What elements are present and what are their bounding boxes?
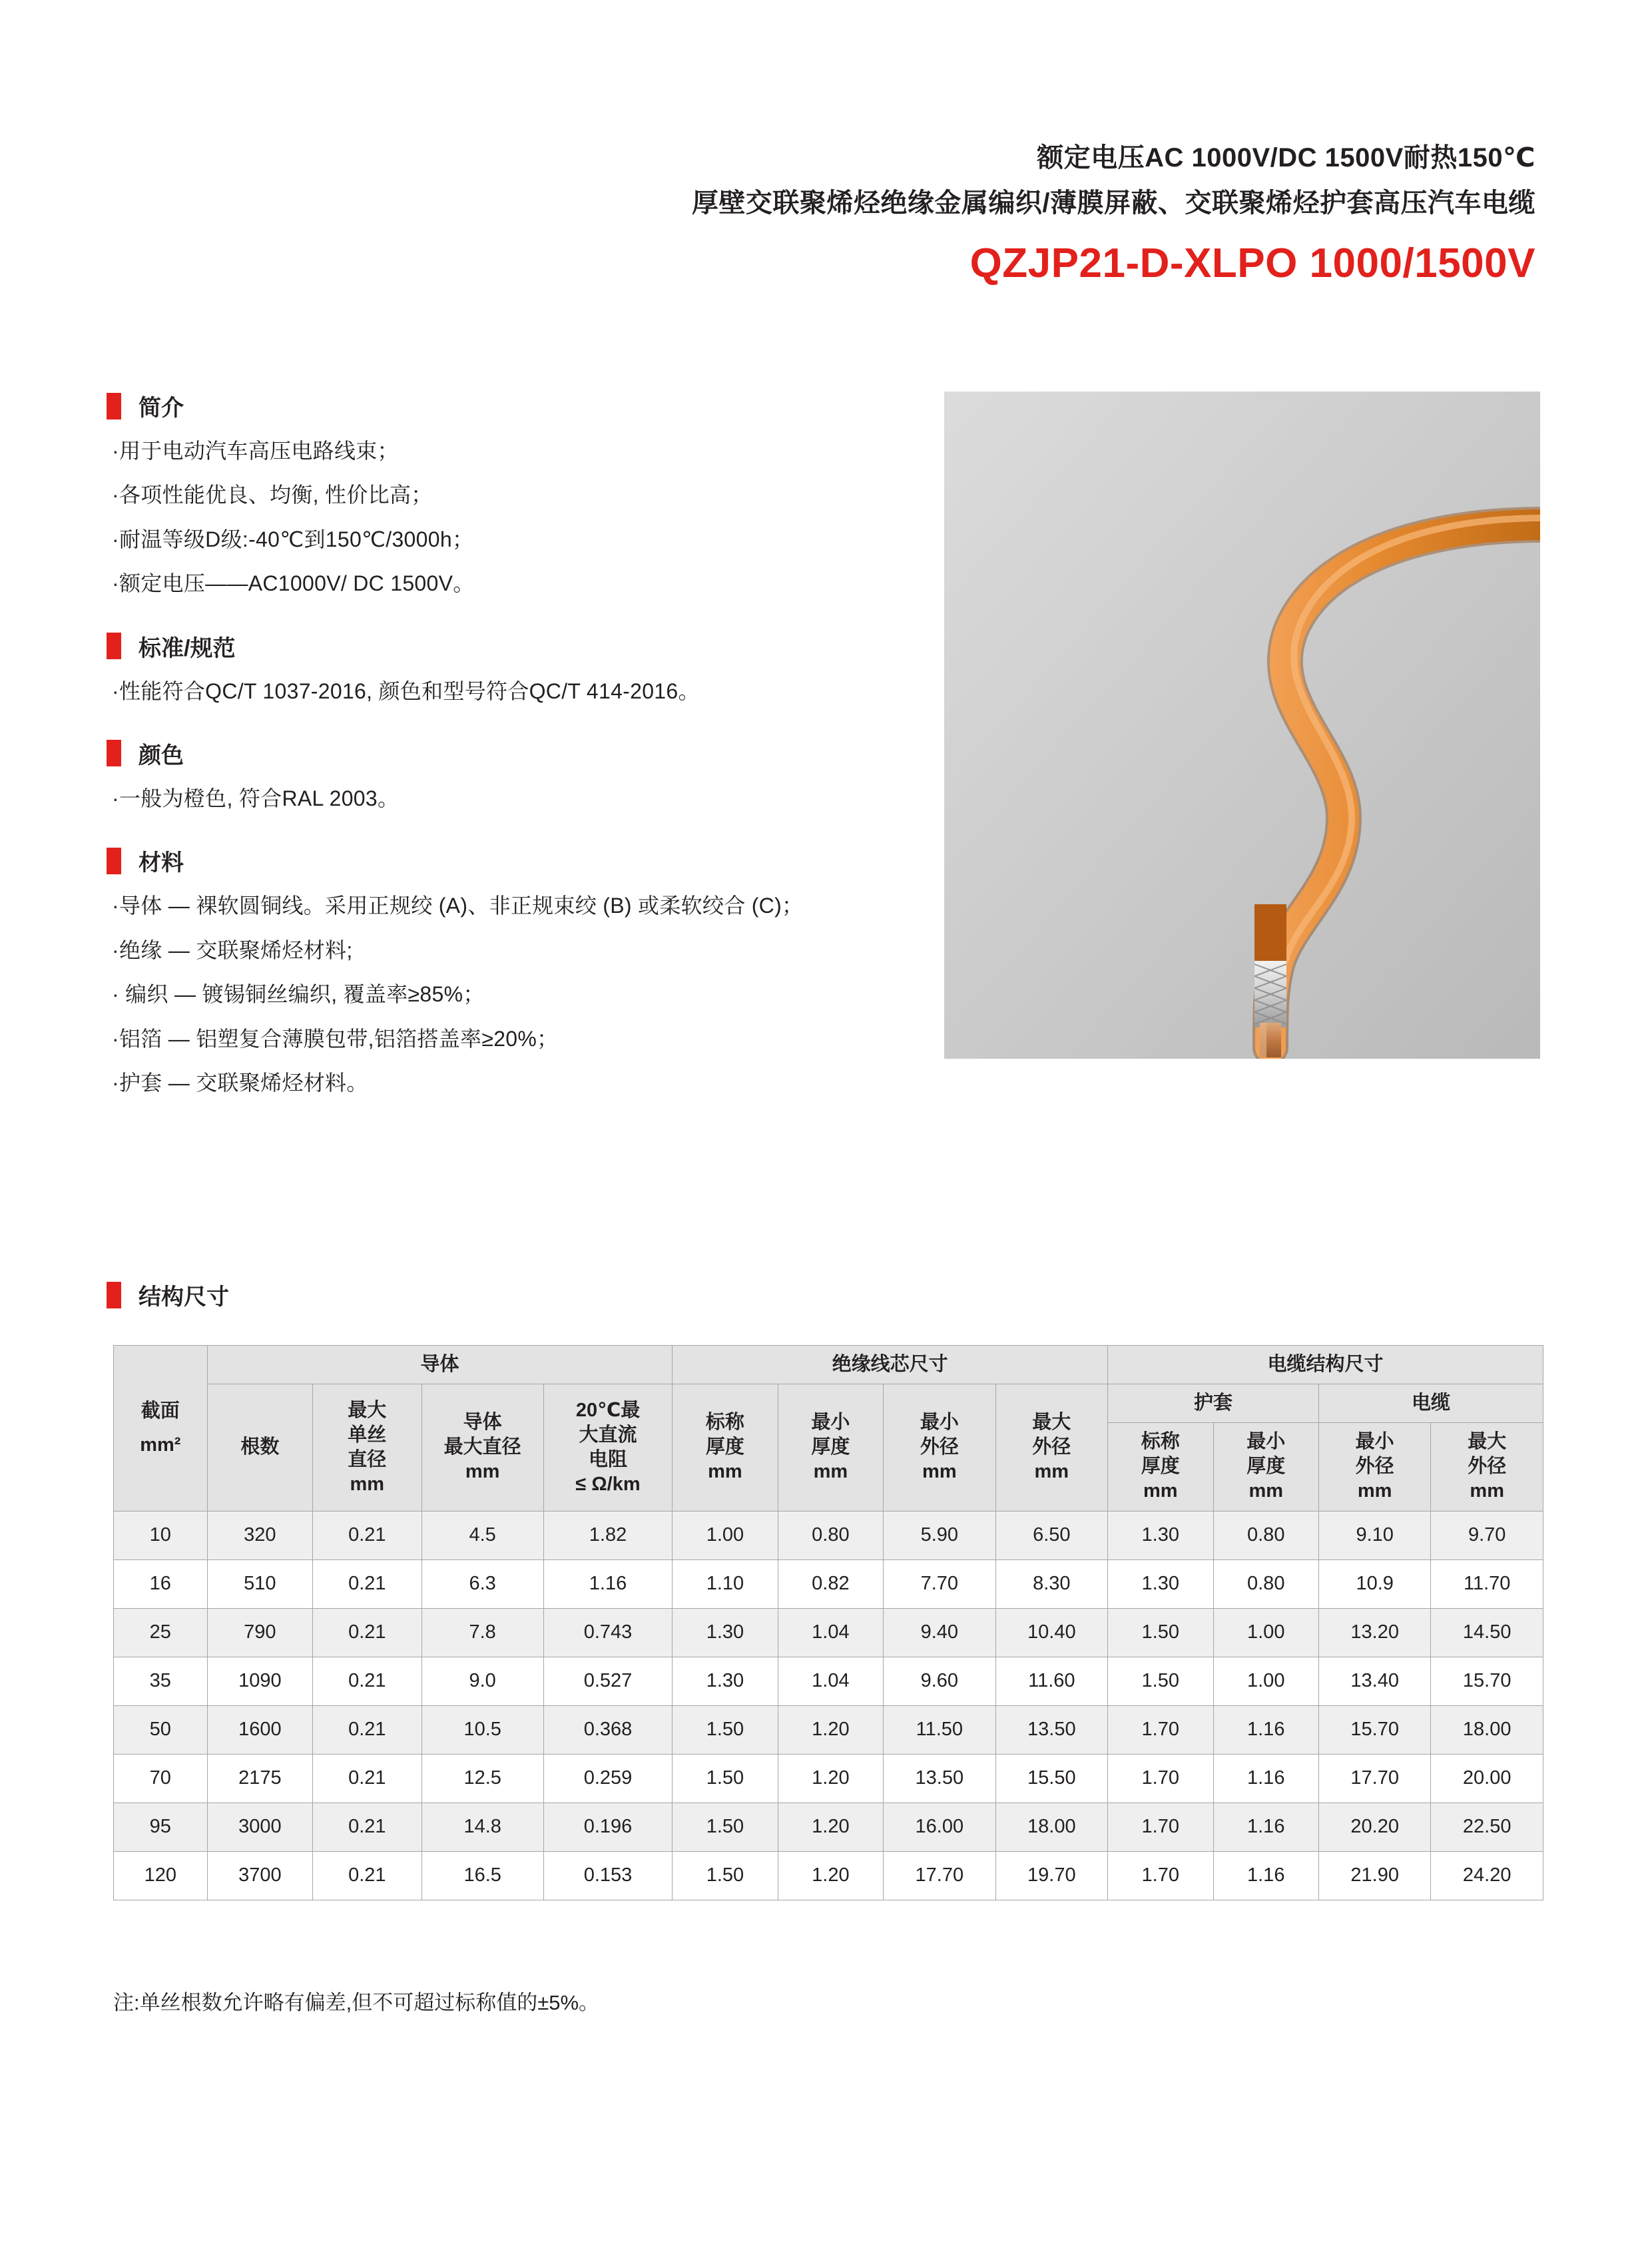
- table-cell: 35: [114, 1657, 208, 1705]
- col-header-strand-count: [207, 1384, 312, 1511]
- col-header-insul-nominal-thickness-l2: 厚度: [705, 1436, 744, 1458]
- subgroup-header-sheath: 护套: [1108, 1384, 1319, 1423]
- col-header-insul-min-thickness-l1: 最小: [811, 1412, 850, 1434]
- table-cell: 1.16: [1213, 1705, 1318, 1754]
- table-cell: 0.21: [313, 1803, 421, 1851]
- material-bullet-3: · 编织 — 镀锡铜丝编织, 覆盖率≥85%；: [112, 982, 485, 1007]
- col-header-dc-resistance-l1: 20℃最: [575, 1399, 641, 1421]
- table-cell: 1.20: [778, 1803, 883, 1851]
- table-cell: 1.10: [673, 1559, 778, 1608]
- header-description-line: 厚壁交联聚烯烃绝缘金属编织/薄膜屏蔽、交联聚烯烃护套高压汽车电缆: [691, 188, 1535, 218]
- col-header-insul-min-od-l2: 外径: [920, 1436, 959, 1458]
- table-cell: 11.60: [995, 1657, 1107, 1705]
- material-bullet-2: ·绝缘 — 交联聚烯烃材料;: [112, 938, 353, 962]
- table-row: [114, 1803, 1543, 1851]
- table-cell: 1090: [207, 1657, 312, 1705]
- group-header-insulated-core: 绝缘线芯尺寸: [673, 1346, 1108, 1384]
- table-cell: 1.16: [1213, 1851, 1318, 1900]
- material-bullet-1: ·导体 — 裸软圆铜线。采用正规绞 (A)、非正规束绞 (B) 或柔软绞合 (C)；: [112, 894, 804, 918]
- table-cell: 22.50: [1431, 1803, 1543, 1851]
- col-header-sheath-min-thickness-l2: 厚度: [1246, 1456, 1286, 1478]
- table-cell: 5.90: [884, 1511, 995, 1559]
- table-cell: 24.20: [1431, 1851, 1543, 1900]
- table-cell: 1.70: [1108, 1803, 1213, 1851]
- col-header-section-l1: 截面: [140, 1400, 180, 1422]
- col-header-cable-min-od: [1318, 1423, 1430, 1511]
- col-header-conductor-max-diameter: [421, 1384, 543, 1511]
- table-cell: 0.21: [313, 1511, 421, 1559]
- col-header-max-strand-diameter-unit: mm: [350, 1473, 385, 1495]
- table-cell: 120: [114, 1851, 208, 1900]
- table-cell: 1.50: [673, 1705, 778, 1754]
- group-header-cable-structure: 电缆结构尺寸: [1108, 1346, 1543, 1384]
- table-cell: 13.40: [1318, 1657, 1430, 1705]
- table-cell: 9.0: [421, 1657, 543, 1705]
- material-bullet-5: ·护套 — 交联聚烯烃材料。: [112, 1070, 368, 1095]
- table-row: [114, 1851, 1543, 1900]
- table-cell: 0.21: [313, 1851, 421, 1900]
- table-cell: 0.21: [313, 1559, 421, 1608]
- table-cell: 18.00: [1431, 1705, 1543, 1754]
- table-cell: 6.50: [995, 1511, 1107, 1559]
- col-header-max-strand-diameter-l3: 直径: [348, 1448, 387, 1470]
- table-cell: 0.153: [543, 1851, 672, 1900]
- section-title-standard: 标准/规范: [138, 635, 236, 661]
- table-footnote: 注:单丝根数允许略有偏差,但不可超过标称值的±5%。: [113, 1991, 600, 2014]
- table-body: [114, 1511, 1543, 1900]
- section-heading-standard: [107, 630, 926, 663]
- table-cell: 1.50: [1108, 1608, 1213, 1657]
- table-cell: 0.196: [543, 1803, 672, 1851]
- table-cell: 1.82: [543, 1511, 672, 1559]
- table-cell: 10.5: [421, 1705, 543, 1754]
- table-cell: 19.70: [995, 1851, 1107, 1900]
- col-header-insul-max-od-l1: 最大: [1032, 1412, 1071, 1434]
- table-cell: 1.20: [778, 1705, 883, 1754]
- col-header-insul-max-od: [995, 1384, 1107, 1511]
- table-head: [114, 1346, 1543, 1512]
- table-cell: 50: [114, 1705, 208, 1754]
- table-cell: 17.70: [884, 1851, 995, 1900]
- table-cell: 8.30: [995, 1559, 1107, 1608]
- table-cell: 1.50: [673, 1803, 778, 1851]
- table-cell: 1.70: [1108, 1705, 1213, 1754]
- table-cell: 1.50: [1108, 1657, 1213, 1705]
- table-cell: 1.70: [1108, 1851, 1213, 1900]
- table-cell: 1.30: [1108, 1559, 1213, 1608]
- col-header-cable-max-od-l2: 外径: [1468, 1456, 1507, 1478]
- table-cell: 11.70: [1431, 1559, 1543, 1608]
- structure-dimensions-table: [113, 1345, 1543, 1900]
- col-header-conductor-max-diameter-l2: 最大直径: [443, 1436, 521, 1458]
- col-header-cable-min-od-unit: mm: [1357, 1480, 1392, 1502]
- table-cell: 70: [114, 1754, 208, 1803]
- table-cell: 1.16: [543, 1559, 672, 1608]
- table-cell: 320: [207, 1511, 312, 1559]
- table-cell: 20.20: [1318, 1803, 1430, 1851]
- table-cell: 1.00: [1213, 1608, 1318, 1657]
- material-bullet-4: ·铝箔 — 铝塑复合薄膜包带,铝箔搭盖率≥20%；: [112, 1026, 559, 1051]
- table-cell: 15.70: [1431, 1657, 1543, 1705]
- table-cell: 0.21: [313, 1705, 421, 1754]
- table-cell: 1.20: [778, 1754, 883, 1803]
- table-cell: 10.9: [1318, 1559, 1430, 1608]
- table-row: [114, 1657, 1543, 1705]
- table-cell: 15.70: [1318, 1705, 1430, 1754]
- table-cell: 9.40: [884, 1608, 995, 1657]
- table-cell: 1.70: [1108, 1754, 1213, 1803]
- table-cell: 17.70: [1318, 1754, 1430, 1803]
- spec-table-wrapper: [113, 1345, 1543, 1900]
- table-cell: 1.30: [1108, 1511, 1213, 1559]
- table-row: [114, 1559, 1543, 1608]
- table-cell: 0.80: [1213, 1511, 1318, 1559]
- table-row: [114, 1608, 1543, 1657]
- col-header-section: [114, 1346, 208, 1512]
- section-marker-icon: [107, 633, 121, 659]
- left-content-column: [107, 390, 926, 1098]
- table-cell: 10.40: [995, 1608, 1107, 1657]
- col-header-cable-max-od-l1: 最大: [1468, 1431, 1507, 1453]
- col-header-max-strand-diameter-l1: 最大: [348, 1399, 387, 1421]
- table-cell: 0.21: [313, 1608, 421, 1657]
- col-header-strand-count-l1: 根数: [240, 1436, 280, 1458]
- section-heading-structure: [107, 1278, 229, 1311]
- col-header-insul-min-od-unit: mm: [922, 1461, 957, 1483]
- table-cell: 10: [114, 1511, 208, 1559]
- table-cell: 510: [207, 1559, 312, 1608]
- table-cell: 12.5: [421, 1754, 543, 1803]
- col-header-sheath-nominal-thickness-l1: 标称: [1141, 1431, 1180, 1453]
- intro-bullet-4: ·额定电压——AC1000V/ DC 1500V。: [112, 571, 475, 596]
- table-cell: 0.82: [778, 1559, 883, 1608]
- col-header-insul-nominal-thickness-l1: 标称: [705, 1412, 744, 1434]
- table-row: [114, 1754, 1543, 1803]
- col-header-insul-min-thickness: [778, 1384, 883, 1511]
- table-cell: 13.50: [995, 1705, 1107, 1754]
- section-heading-material: [107, 844, 926, 877]
- col-header-insul-min-thickness-l2: 厚度: [811, 1436, 850, 1458]
- table-cell: 21.90: [1318, 1851, 1430, 1900]
- table-cell: 790: [207, 1608, 312, 1657]
- section-marker-icon: [107, 740, 121, 766]
- intro-bullet-3: ·耐温等级D级:-40℃到150℃/3000h；: [112, 527, 474, 551]
- table-cell: 1.04: [778, 1608, 883, 1657]
- col-header-sheath-min-thickness-unit: mm: [1248, 1480, 1284, 1502]
- col-header-insul-max-od-l2: 外径: [1032, 1436, 1071, 1458]
- col-header-cable-max-od: [1431, 1423, 1543, 1511]
- table-cell: 1600: [207, 1705, 312, 1754]
- table-cell: 0.80: [1213, 1559, 1318, 1608]
- color-bullet-1: ·一般为橙色, 符合RAL 2003。: [112, 786, 400, 810]
- table-cell: 16.00: [884, 1803, 995, 1851]
- table-cell: 1.16: [1213, 1803, 1318, 1851]
- header-voltage-line: 额定电压AC 1000V/DC 1500V耐热150℃: [1037, 143, 1535, 172]
- table-cell: 2175: [207, 1754, 312, 1803]
- col-header-dc-resistance-l2: 大直流: [579, 1424, 637, 1446]
- table-cell: 3000: [207, 1803, 312, 1851]
- table-cell: 13.20: [1318, 1608, 1430, 1657]
- table-cell: 9.10: [1318, 1511, 1430, 1559]
- table-cell: 6.3: [421, 1559, 543, 1608]
- col-header-sheath-nominal-thickness: [1108, 1423, 1213, 1511]
- table-cell: 1.00: [1213, 1657, 1318, 1705]
- col-header-max-strand-diameter: [313, 1384, 421, 1511]
- col-header-insul-min-od: [884, 1384, 995, 1511]
- col-header-insul-max-od-unit: mm: [1034, 1461, 1069, 1483]
- table-cell: 13.50: [884, 1754, 995, 1803]
- table-cell: 20.00: [1431, 1754, 1543, 1803]
- section-title-material: 材料: [138, 850, 184, 876]
- table-cell: 16.5: [421, 1851, 543, 1900]
- table-cell: 9.60: [884, 1657, 995, 1705]
- table-cell: 0.21: [313, 1754, 421, 1803]
- section-title-intro: 简介: [138, 396, 184, 421]
- section-marker-icon: [107, 848, 121, 874]
- section-title-structure: 结构尺寸: [138, 1284, 229, 1310]
- table-row: [114, 1511, 1543, 1559]
- col-header-dc-resistance-unit: ≤ Ω/km: [575, 1473, 641, 1495]
- col-header-dc-resistance-l3: 电阻: [589, 1448, 628, 1470]
- table-cell: 0.368: [543, 1705, 672, 1754]
- col-header-cable-min-od-l2: 外径: [1355, 1456, 1394, 1478]
- table-cell: 7.8: [421, 1608, 543, 1657]
- subgroup-header-cable: 电缆: [1318, 1384, 1543, 1423]
- table-cell: 14.8: [421, 1803, 543, 1851]
- table-cell: 18.00: [995, 1803, 1107, 1851]
- col-header-conductor-max-diameter-unit: mm: [465, 1461, 500, 1483]
- table-row: [114, 1705, 1543, 1754]
- section-heading-intro: [107, 390, 926, 422]
- table-cell: 11.50: [884, 1705, 995, 1754]
- table-cell: 16: [114, 1559, 208, 1608]
- table-cell: 1.50: [673, 1754, 778, 1803]
- section-marker-icon: [107, 393, 121, 420]
- intro-bullet-1: ·用于电动汽车高压电路线束；: [112, 439, 399, 463]
- col-header-max-strand-diameter-l2: 单丝: [348, 1424, 387, 1446]
- col-header-cable-min-od-l1: 最小: [1355, 1431, 1394, 1453]
- table-cell: 1.30: [673, 1657, 778, 1705]
- table-cell: 0.21: [313, 1657, 421, 1705]
- table-cell: 1.04: [778, 1657, 883, 1705]
- table-cell: 0.743: [543, 1608, 672, 1657]
- table-group-header-row: [114, 1346, 1543, 1384]
- col-header-insul-min-thickness-unit: mm: [813, 1461, 848, 1483]
- table-cell: 4.5: [421, 1511, 543, 1559]
- table-cell: 0.80: [778, 1511, 883, 1559]
- col-header-conductor-max-diameter-l1: 导体: [463, 1412, 502, 1434]
- col-header-insul-nominal-thickness: [673, 1384, 778, 1511]
- table-cell: 1.50: [673, 1851, 778, 1900]
- col-header-section-unit: mm²: [140, 1434, 181, 1456]
- table-cell: 1.00: [673, 1511, 778, 1559]
- page-header: [692, 140, 1535, 287]
- product-photo: [944, 392, 1540, 1059]
- table-cell: 15.50: [995, 1754, 1107, 1803]
- table-cell: 0.259: [543, 1754, 672, 1803]
- product-model-title: QZJP21-D-XLPO 1000/1500V: [969, 240, 1535, 286]
- section-title-color: 颜色: [138, 742, 184, 768]
- col-header-sheath-nominal-thickness-unit: mm: [1143, 1480, 1178, 1502]
- table-cell: 25: [114, 1608, 208, 1657]
- table-cell: 1.16: [1213, 1754, 1318, 1803]
- table-cell: 1.30: [673, 1608, 778, 1657]
- col-header-cable-max-od-unit: mm: [1470, 1480, 1504, 1502]
- table-cell: 7.70: [884, 1559, 995, 1608]
- table-cell: 14.50: [1431, 1608, 1543, 1657]
- col-header-insul-nominal-thickness-unit: mm: [708, 1461, 742, 1483]
- table-cell: 9.70: [1431, 1511, 1543, 1559]
- col-header-dc-resistance: [543, 1384, 672, 1511]
- standard-bullet-1: ·性能符合QC/T 1037-2016, 颜色和型号符合QC/T 414-2016。: [112, 679, 700, 703]
- table-cell: 0.527: [543, 1657, 672, 1705]
- table-cell: 3700: [207, 1851, 312, 1900]
- col-header-sheath-min-thickness-l1: 最小: [1246, 1431, 1286, 1453]
- group-header-conductor: 导体: [207, 1346, 673, 1384]
- cable-illustration: [944, 392, 1540, 1059]
- col-header-sheath-nominal-thickness-l2: 厚度: [1141, 1456, 1180, 1478]
- section-heading-color: [107, 737, 926, 770]
- intro-bullet-2: ·各项性能优良、均衡, 性价比高；: [112, 483, 433, 507]
- table-cell: 95: [114, 1803, 208, 1851]
- col-header-insul-min-od-l1: 最小: [920, 1412, 959, 1434]
- table-subgroup-header-row: [114, 1384, 1543, 1423]
- col-header-sheath-min-thickness: [1213, 1423, 1318, 1511]
- table-cell: 1.20: [778, 1851, 883, 1900]
- section-marker-icon: [107, 1282, 121, 1308]
